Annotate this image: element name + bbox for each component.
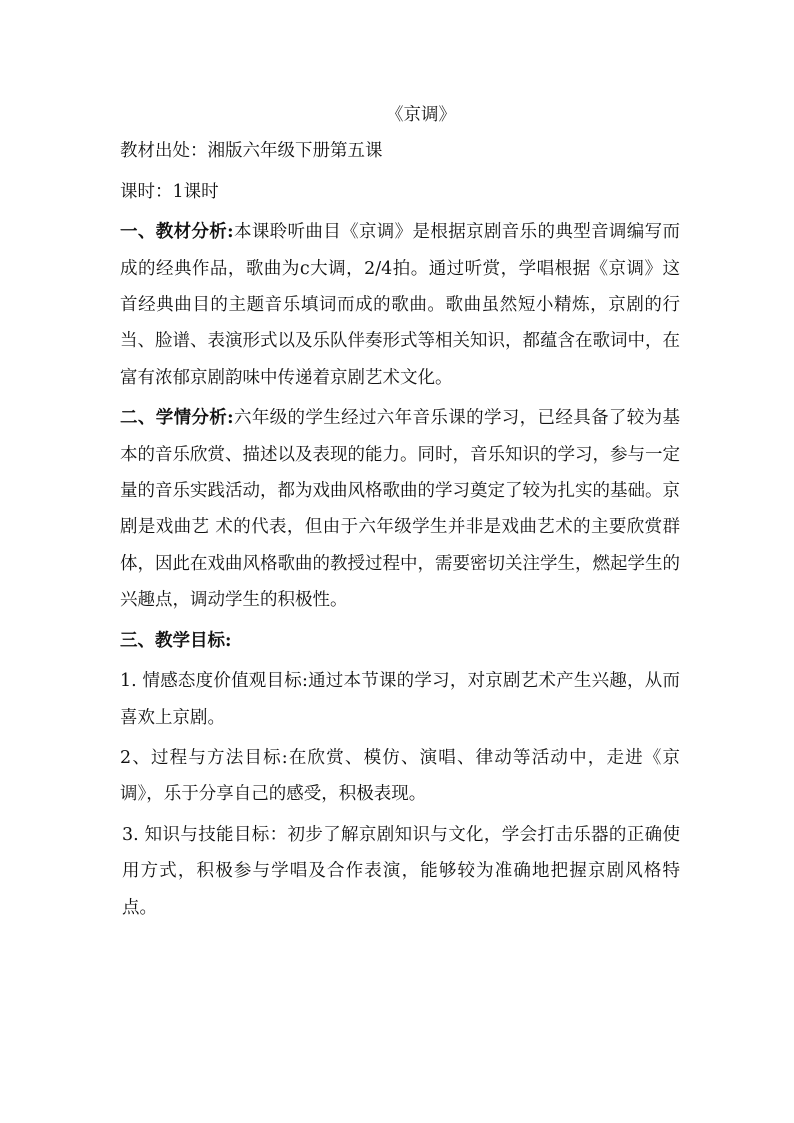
students-text: 六年级的学生经过六年音乐课的学习，已经具备了较为基本的音乐欣赏、描述以及表现的能力。同时，音乐知识的学习，参与一定量的音乐实践活动，都为戏曲风格歌曲的学习奠定了较为扎实的基础。京剧是戏曲艺 术的代表，但由于六年级学生并非是戏曲艺术的主要欣赏群体，因此在戏曲风格歌曲的教授过程中，需要密切关注学生，燃起学生的兴趣点，调动学生的积极性。 <box>120 408 681 611</box>
source-line: 教材出处：湘版六年级下册第五课 <box>120 141 383 162</box>
analysis-paragraph <box>120 214 680 396</box>
analysis-heading: 一、教材分析: <box>120 222 234 243</box>
students-heading: 二、学情分析: <box>120 408 234 429</box>
students-paragraph <box>120 400 680 618</box>
goals-heading: 三、教学目标: <box>120 630 232 651</box>
goal-item-2: 2、过程与方法目标:在欣赏、模仿、演唱、律动等活动中，走进《京调》，乐于分享自己的感受，积极表现。 <box>120 747 680 805</box>
analysis-text: 本课聆听曲目《京调》是根据京剧音乐的典型音调编写而成的经典作品，歌曲为c大调，2/4拍。通过听赏，学唱根据《京调》这首经典曲目的主题音乐填词而成的歌曲。歌曲虽然短小精炼，京剧的行当、脸谱、表演形式以及乐队伴奏形式等相关知识，都蕴含在歌词中，在富有浓郁京剧韵味中传递着京剧艺术文化。 <box>120 222 681 388</box>
goal-item-1: 1. 情感态度价值观目标:通过本节课的学习，对京剧艺术产生兴趣，从而喜欢上京剧。 <box>120 671 680 728</box>
hours-line: 课时：1课时 <box>120 181 219 202</box>
goal-item-3: 3. 知识与技能目标：初步了解京剧知识与文化，学会打击乐器的正确使用方式，积极参与学唱及合作表演，能够较为准确地把握京剧风格特点。 <box>122 824 680 918</box>
document-title: 《京调》 <box>386 105 456 125</box>
document-content <box>120 97 680 930</box>
